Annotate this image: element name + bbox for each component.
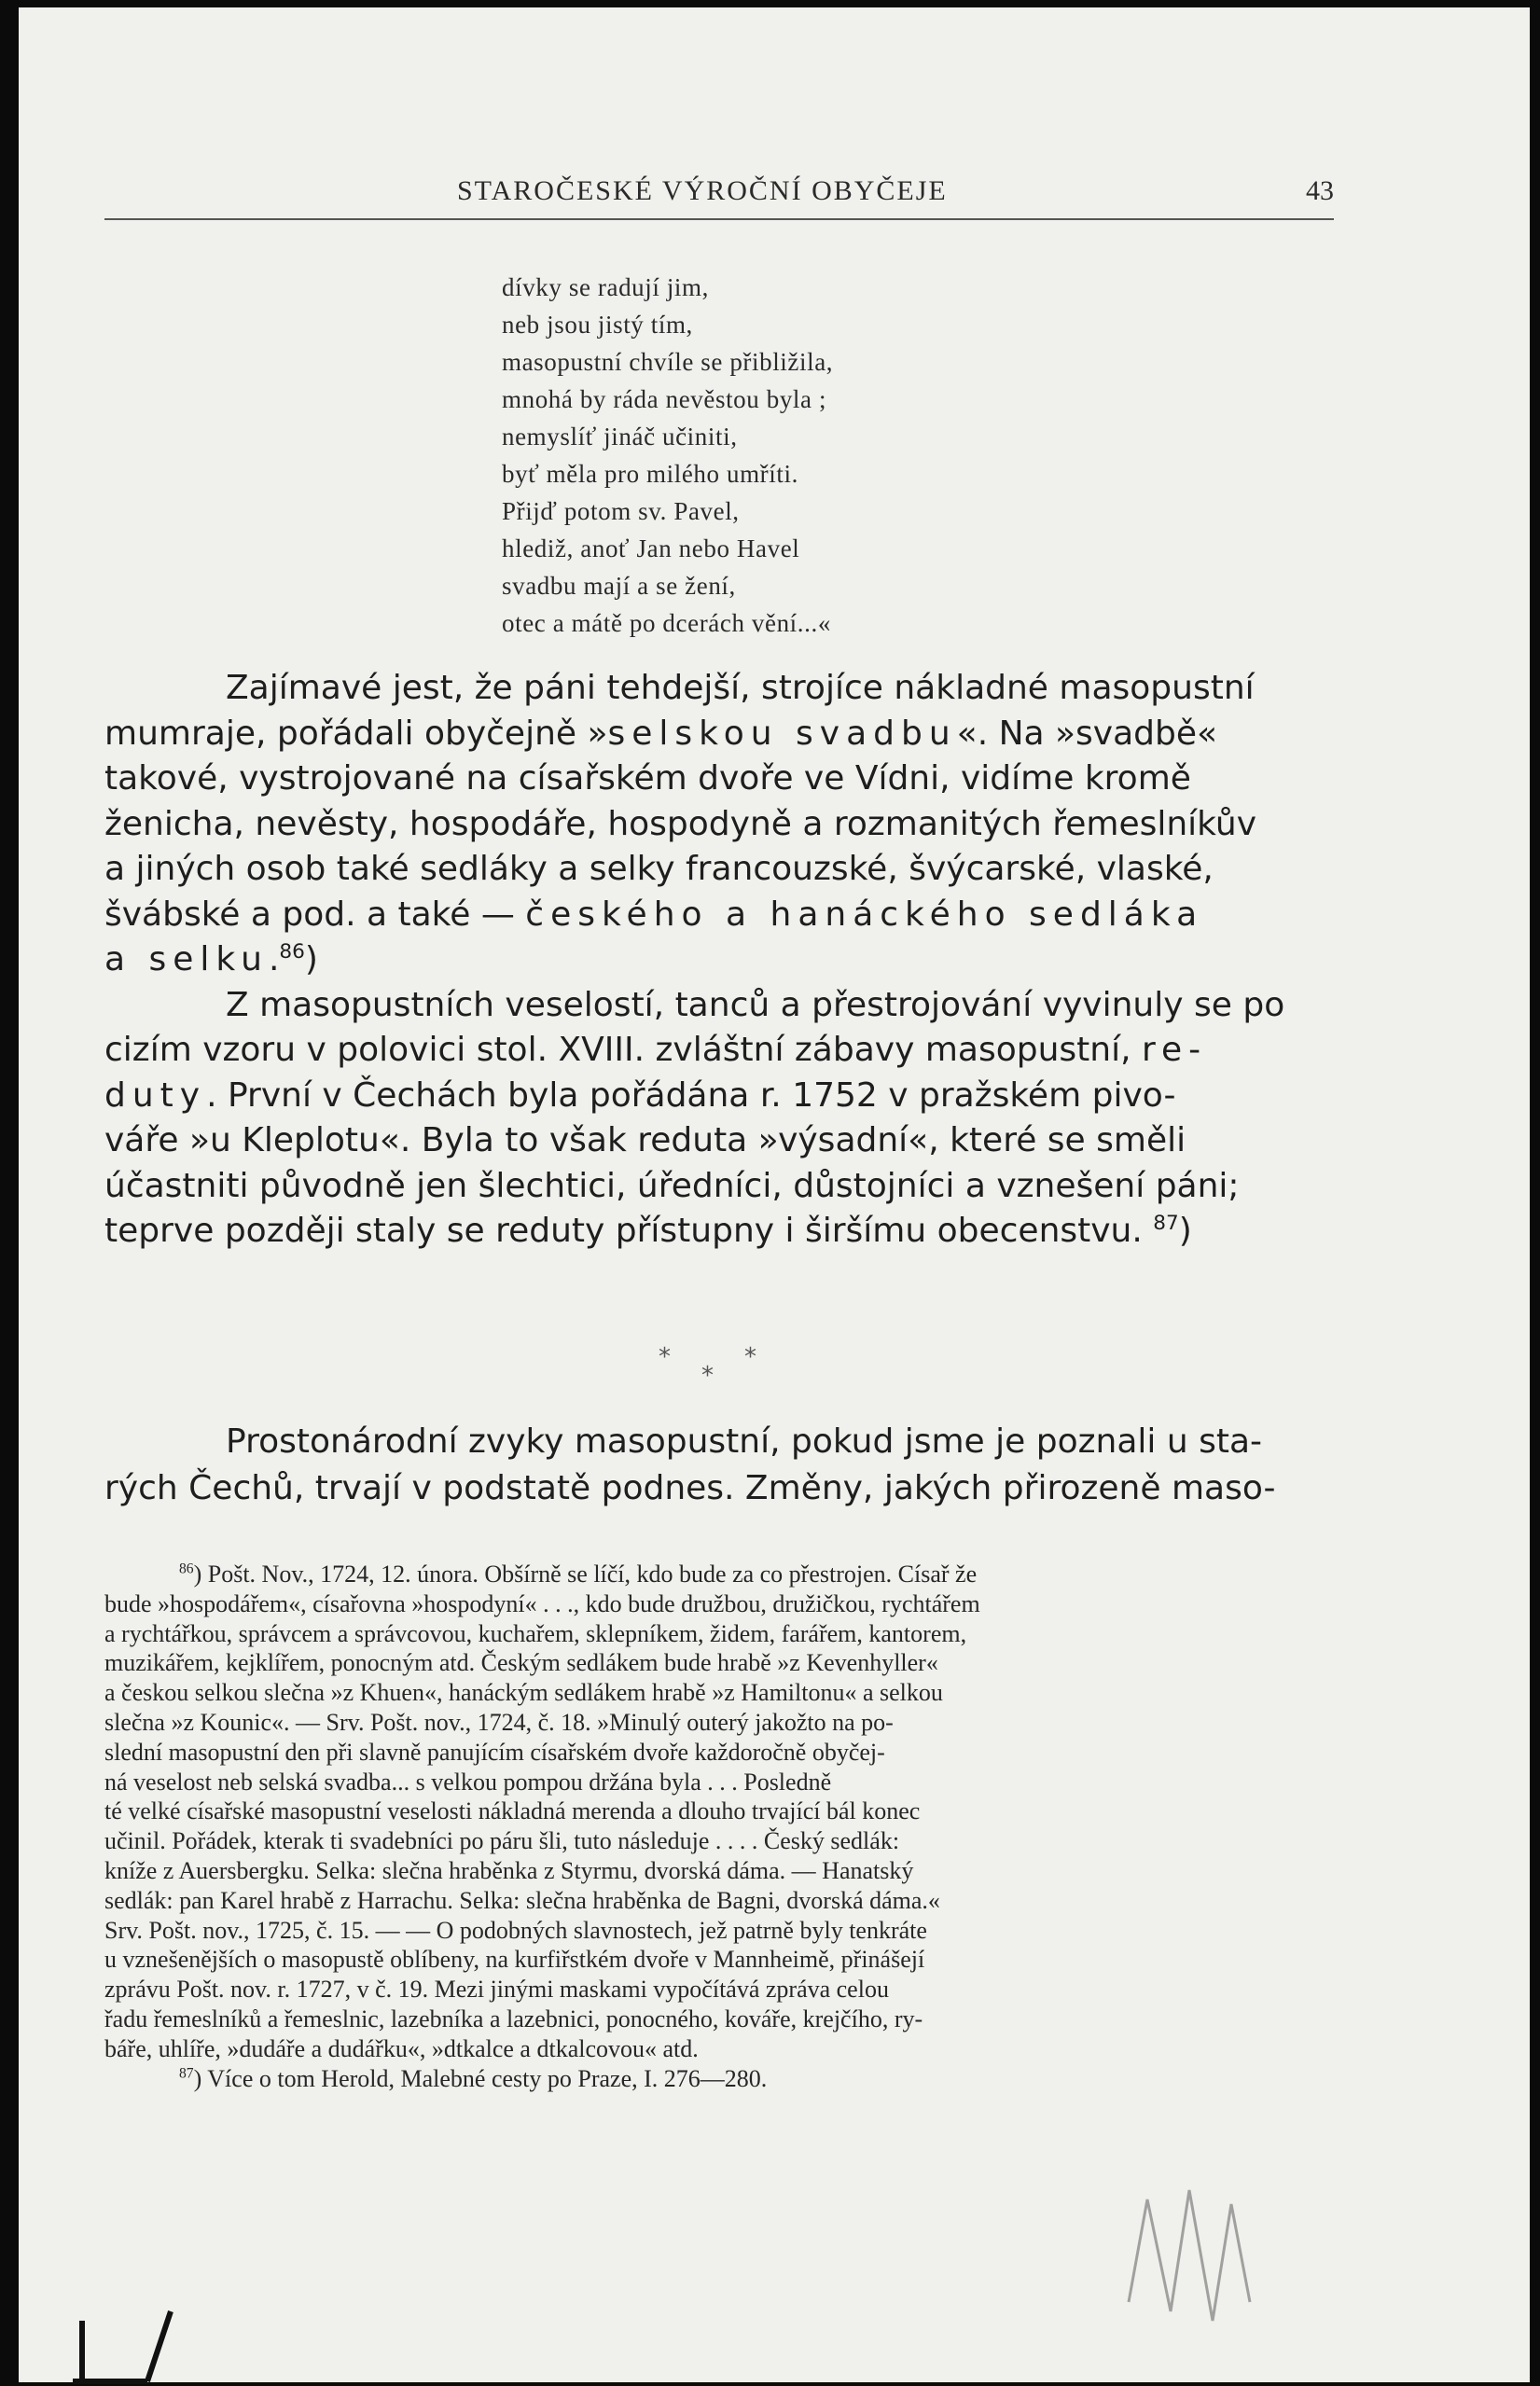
poem-line: mnohá by ráda nevěstou byla ;: [502, 385, 827, 413]
footnote-line: báře, uhlíře, »dudáře a dudářku«, »dtkalce a dtkalcovou« atd.: [104, 2034, 699, 2062]
poem-line: otec a mátě po dcerách vění...«: [502, 609, 831, 637]
footnote-line: [104, 1560, 1336, 1589]
poem-quote: [502, 269, 833, 642]
main-text-continued: [104, 1419, 1336, 1512]
poem-line: hlediž, anoť Jan nebo Havel: [502, 534, 800, 562]
text-run: teprve později staly se reduty přístupny i širšímu obecenstvu.: [104, 1212, 1154, 1250]
paragraph-line: Prostonárodní zvyky masopustní, pokud jsme je poznali u sta-: [226, 1422, 1263, 1461]
pencil-scribble-mark: [1119, 2162, 1287, 2349]
footnote-line: ná veselost neb selská svadba... s velkou pompou držána byla . . . Posledně: [104, 1768, 832, 1796]
paragraph-line: a jiných osob také sedláky a selky francouzské, švýcarské, vlaské,: [104, 850, 1214, 888]
asterisk: *: [659, 1343, 671, 1371]
page-number: 43: [1306, 175, 1334, 206]
footnote-line: Srv. Pošt. nov., 1725, č. 15. — — O podobných slavnostech, jež patrně byly tenkráte: [104, 1916, 927, 1944]
paragraph-line: [104, 937, 1336, 983]
footnotes: [104, 1560, 1336, 2093]
footnote-line: u vznešenějších o masopustě oblíbeny, na kurfiřstkém dvoře v Mannheimě, přinášejí: [104, 1946, 925, 1974]
spaced-text: českého a hanáckého sedláka: [525, 895, 1204, 934]
spaced-text: duty: [104, 1075, 207, 1115]
paragraph-line: váře »u Kleplotu«. Byla to však reduta »výsadní«, které se směli: [104, 1121, 1186, 1159]
footnote-line: zprávu Pošt. nov. r. 1727, v č. 19. Mezi jinými maskami vypočítává zpráva celou: [104, 1976, 889, 2004]
footnote-line: slečna »z Kounic«. — Srv. Pošt. nov., 1724, č. 18. »Minulý outerý jakožto na po-: [104, 1708, 894, 1736]
header-rule: [104, 218, 1334, 220]
paragraph-line: takové, vystrojované na císařském dvoře ve Vídni, vidíme kromě: [104, 759, 1191, 798]
scan-edge-mark: [63, 2283, 185, 2386]
book-page: [19, 7, 1530, 2382]
poem-line: svadbu mají a se žení,: [502, 572, 736, 600]
running-title: STAROČESKÉ VÝROČNÍ OBYČEJE: [457, 175, 948, 206]
spaced-text: re-: [1141, 1031, 1208, 1069]
paragraph-line: Z masopustních veselostí, tanců a přestrojování vyvinuly se po: [226, 985, 1285, 1024]
text-run: «. Na »svadbě«: [956, 714, 1218, 753]
footnote-mark: 87: [179, 2064, 194, 2081]
paragraph-line: účastniti původně jen šlechtici, úředníci, důstojníci a vznešení páni;: [104, 1166, 1240, 1205]
text-run: mumraje, pořádali obyčejně »: [104, 714, 608, 753]
section-break-asterisks: [625, 1343, 812, 1399]
paragraph-line: [104, 893, 1336, 938]
spaced-text: selskou svadbu: [607, 714, 957, 753]
footnote-line: sedlák: pan Karel hrabě z Harrachu. Selka: slečna hraběnka de Bagni, dvorská dáma.«: [104, 1886, 940, 1914]
text-run: ): [1178, 1212, 1192, 1250]
poem-line: Přijď potom sv. Pavel,: [502, 497, 740, 525]
footnote-mark: 86: [179, 1561, 194, 1577]
text-run: švábské a pod. a také —: [104, 895, 526, 934]
running-header: [149, 175, 1334, 222]
footnote-line: a rychtářkou, správcem a správcovou, kuchařem, sklepníkem, židem, farářem, kantorem,: [104, 1619, 967, 1647]
footnote-line: slední masopustní den při slavně panujícím císařském dvoře každoročně obyčej-: [104, 1738, 885, 1766]
footnote-line: té velké císařské masopustní veselosti nákladná merenda a dlouho trvající bál konec: [104, 1797, 921, 1825]
footnote-ref: 86: [279, 940, 305, 964]
text-run: cizím vzoru v polovici stol. XVIII. zvláštní zábavy masopustní,: [104, 1031, 1142, 1069]
paragraph-line: ženicha, nevěsty, hospodáře, hospodyně a rozmanitých řemeslníkův: [104, 804, 1257, 843]
asterisk: *: [701, 1362, 714, 1390]
footnote-line: řadu řemeslníků a řemeslnic, lazebníka a lazebnici, ponocného, kováře, krejčího, ry-: [104, 2005, 923, 2032]
footnote-line: učinil. Pořádek, kterak ti svadebníci po páru šli, tuto následuje . . . . Český sedlák:: [104, 1827, 900, 1855]
paragraph-line: rých Čechů, trvají v podstatě podnes. Změny, jakých přirozeně maso-: [104, 1469, 1276, 1507]
text-run: ): [304, 940, 318, 978]
poem-line: nemyslíť jináč učiniti,: [502, 423, 738, 451]
footnote-line: muzikářem, kejklířem, ponocným atd. Českým sedlákem bude hrabě »z Kevenhyller«: [104, 1649, 938, 1677]
paragraph-line: [104, 712, 1336, 757]
poem-line: neb jsou jistý tím,: [502, 311, 693, 339]
spaced-text: a selku: [104, 940, 269, 978]
main-text: [104, 666, 1336, 1255]
text-run: ) Pošt. Nov., 1724, 12. února. Obšírně se líčí, kdo bude za co přestrojen. Císař že: [193, 1561, 978, 1588]
paragraph-line: [104, 1209, 1336, 1255]
text-run: . První v Čechách byla pořádána r. 1752 v pražském pivo-: [206, 1075, 1176, 1115]
paragraph-line: [104, 1028, 1336, 1074]
poem-line: byť měla pro milého umříti.: [502, 460, 798, 488]
footnote-ref: 87: [1153, 1212, 1179, 1235]
asterisk: *: [744, 1343, 756, 1371]
text-run: ) Více o tom Herold, Malebné cesty po Praze, I. 276—280.: [193, 2064, 768, 2092]
footnote-line: kníže z Auersbergku. Selka: slečna hraběnka z Styrmu, dvorská dáma. — Hanatský: [104, 1856, 914, 1884]
footnote-line: a českou selkou slečna »z Khuen«, hanáckým sedlákem hrabě »z Hamiltonu« a selkou: [104, 1679, 943, 1707]
paragraph-line: Zajímavé jest, že páni tehdejší, strojíce nákladné masopustní: [226, 669, 1255, 707]
poem-line: masopustní chvíle se přibližila,: [502, 348, 834, 376]
footnote-line: [104, 2064, 1336, 2094]
poem-line: dívky se radují jim,: [502, 273, 709, 301]
paragraph-line: [104, 1074, 1336, 1119]
text-run: .: [268, 940, 280, 978]
footnote-line: bude »hospodářem«, císařovna »hospodyní« . . ., kdo bude družbou, družičkou, rychtářem: [104, 1589, 980, 1617]
